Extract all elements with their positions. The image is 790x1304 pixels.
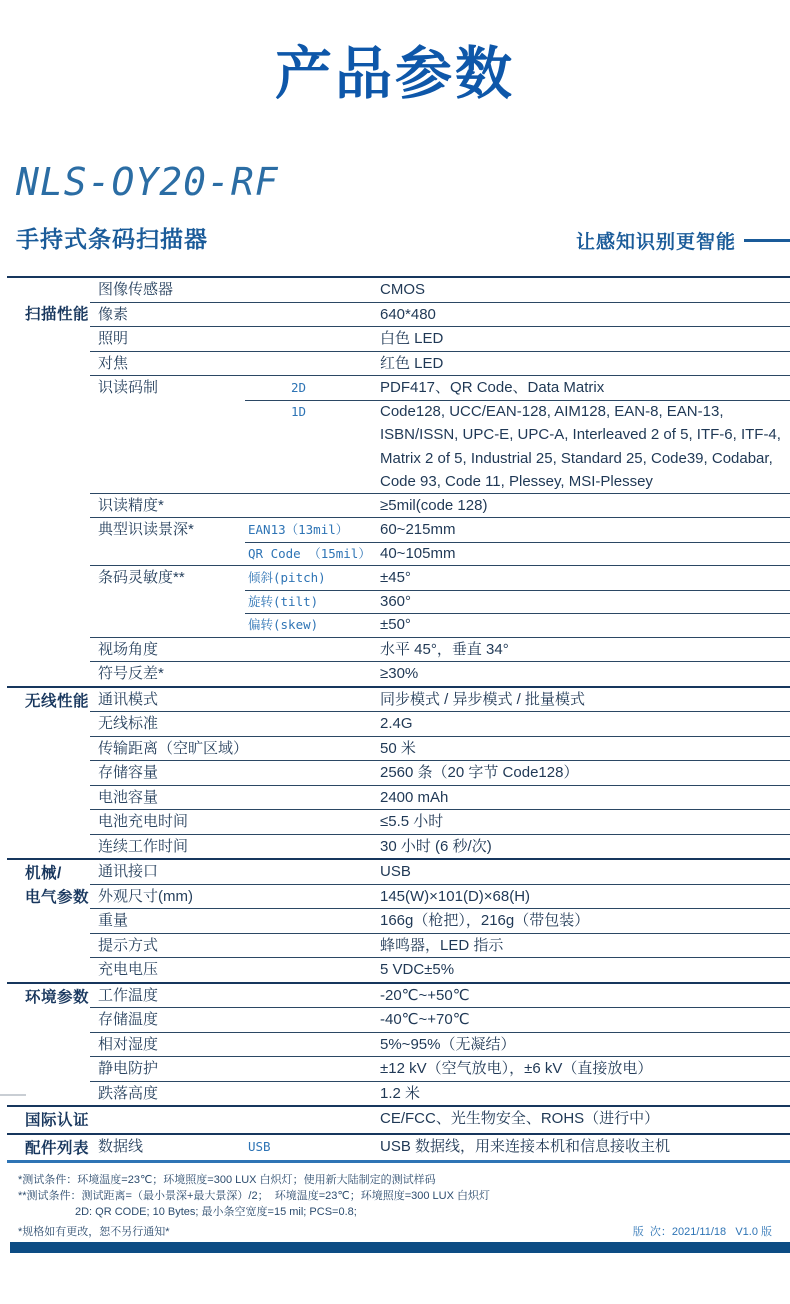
spec-row	[90, 1032, 790, 1057]
spec-subparam: EAN13（13mil）	[248, 522, 349, 538]
spec-value: Code128, UCC/EAN-128, AIM128, EAN-8, EAN-13, ISBN/ISSN, UPC-E, UPC-A, Interleaved 2 of 5, ITF-6, ITF-4, Matrix 2 of 5, Industrial 25, Standard 25, Code39, Codabar, Code 93, Code 11, Plessey, MSI-Plessey	[380, 403, 781, 490]
spec-section	[7, 1105, 790, 1133]
spec-row	[90, 760, 790, 785]
spec-row	[90, 957, 790, 982]
spec-param: 存储温度	[98, 1011, 159, 1029]
spec-value: 166g（枪把），216g（带包装）	[380, 912, 590, 930]
spec-param: 工作温度	[98, 986, 159, 1004]
spec-subparam: 1D	[291, 403, 307, 419]
spec-value: 640*480	[380, 305, 436, 323]
spec-section	[7, 982, 790, 1106]
spec-subparam	[245, 712, 380, 736]
spec-value: 1.2 米	[380, 1084, 421, 1102]
spec-subparam	[245, 662, 380, 686]
spec-subparam	[245, 327, 380, 351]
page-title: 产品参数	[275, 42, 515, 106]
spec-value: ±45°	[380, 569, 411, 587]
page-edge-artifact	[0, 1094, 26, 1096]
spec-param: 连续工作时间	[98, 837, 189, 855]
spec-subparam	[245, 909, 380, 933]
spec-value: CMOS	[380, 281, 425, 299]
spec-section	[7, 1133, 790, 1161]
spec-row	[90, 590, 790, 614]
category-line: 电气参数	[25, 888, 90, 906]
category-label	[7, 278, 90, 686]
spec-value: 同步模式 / 异步模式 / 批量模式	[380, 690, 586, 708]
version-info: 版 次：2021/11/18 V1.0 版	[632, 1226, 772, 1239]
spec-param	[90, 542, 245, 566]
category-line: 无线性能	[25, 692, 90, 710]
spec-value: 30 小时 (6 秒/次)	[380, 837, 492, 855]
spec-subparam	[245, 958, 380, 982]
spec-subparam	[245, 494, 380, 518]
spec-subparam: 倾斜(pitch)	[248, 570, 326, 586]
spec-value: 白色 LED	[380, 330, 444, 348]
spec-subparam	[245, 1057, 380, 1081]
category-label	[7, 1107, 90, 1133]
spec-value: USB	[380, 863, 411, 881]
spec-param: 对焦	[98, 354, 129, 372]
spec-param: 外观尺寸(mm)	[98, 887, 193, 905]
spec-param: 电池充电时间	[98, 813, 189, 831]
spec-value: 5%~95%（无凝结）	[380, 1035, 516, 1053]
spec-row	[90, 809, 790, 834]
category-line: 环境参数	[25, 988, 90, 1006]
spec-subparam	[245, 1107, 380, 1131]
spec-row	[90, 688, 790, 712]
section-rows	[90, 860, 790, 982]
spec-value: 5 VDC±5%	[380, 961, 455, 979]
spec-subparam	[245, 810, 380, 834]
spec-subparam: QR Code （15mil）	[248, 545, 371, 561]
category-line: 国际认证	[25, 1112, 90, 1130]
spec-row	[90, 517, 790, 542]
category-line: 扫描性能	[25, 306, 90, 324]
section-rows	[90, 1135, 790, 1161]
spec-param	[90, 590, 245, 614]
spec-value: 60~215mm	[380, 521, 456, 539]
footnote-line: **测试条件：测试距离=（最小景深+最大景深）/2； 环境温度=23℃；环境照度=300 LUX 白炽灯	[18, 1190, 490, 1203]
section-rows	[90, 984, 790, 1106]
spec-param	[90, 613, 245, 637]
spec-row	[90, 400, 790, 493]
spec-row	[90, 711, 790, 736]
spec-value: 2560 条（20 字节 Code128）	[380, 764, 579, 782]
spec-row	[90, 302, 790, 327]
spec-param: 电池容量	[98, 788, 159, 806]
spec-subparam	[245, 761, 380, 785]
spec-param: 通讯模式	[98, 690, 159, 708]
spec-section	[7, 686, 790, 859]
spec-subparam	[245, 638, 380, 662]
spec-row	[90, 542, 790, 566]
spec-subparam	[245, 934, 380, 958]
spec-param: 跌落高度	[98, 1084, 159, 1102]
category-line: 机械/	[25, 865, 62, 883]
spec-param: 照明	[98, 330, 129, 348]
spec-param: 提示方式	[98, 936, 159, 954]
spec-table	[7, 276, 790, 1163]
spec-row	[90, 1007, 790, 1032]
spec-param: 数据线	[98, 1137, 144, 1155]
spec-value: 50 米	[380, 739, 416, 757]
tagline-dash-line	[744, 239, 790, 242]
spec-param: 符号反差*	[98, 665, 164, 683]
spec-subparam	[245, 303, 380, 327]
spec-value: 2400 mAh	[380, 788, 449, 806]
spec-subparam	[245, 835, 380, 859]
spec-value: 40~105mm	[380, 544, 456, 562]
change-notice: *规格如有更改，恕不另行通知*	[18, 1226, 170, 1239]
spec-row	[90, 326, 790, 351]
category-line: 配件列表	[25, 1139, 90, 1157]
section-rows	[90, 278, 790, 686]
spec-param	[90, 1107, 245, 1131]
spec-row	[90, 933, 790, 958]
spec-subparam	[245, 352, 380, 376]
spec-subparam	[245, 860, 380, 884]
spec-row	[90, 1107, 790, 1131]
spec-param: 识读精度*	[98, 496, 164, 514]
spec-subparam	[245, 1008, 380, 1032]
spec-row	[90, 278, 790, 302]
footnotes	[18, 1172, 790, 1220]
footer-bar	[10, 1242, 790, 1253]
spec-value: USB 数据线，用来连接本机和信息接收主机	[380, 1137, 671, 1155]
spec-subparam	[245, 688, 380, 712]
spec-param: 图像传感器	[98, 281, 174, 299]
spec-value: 蜂鸣器，LED 指示	[380, 936, 504, 954]
spec-subparam: USB	[248, 1138, 271, 1154]
spec-value: PDF417、QR Code、Data Matrix	[380, 379, 605, 397]
spec-param: 典型识读景深*	[98, 521, 194, 539]
spec-row	[90, 613, 790, 637]
product-model: NLS-OY20-RF	[16, 159, 279, 204]
spec-param: 重量	[98, 912, 129, 930]
section-rows	[90, 1107, 790, 1133]
spec-row	[90, 1056, 790, 1081]
spec-subparam: 偏转(skew)	[248, 617, 319, 633]
spec-param: 视场角度	[98, 640, 159, 658]
subtitle-row	[16, 221, 790, 254]
spec-row	[90, 351, 790, 376]
spec-value: ±12 kV（空气放电），±6 kV（直接放电）	[380, 1060, 653, 1078]
spec-value: -20℃~+50℃	[380, 986, 470, 1004]
spec-value: ≥30%	[380, 665, 419, 683]
spec-section	[7, 276, 790, 686]
spec-param: 传输距离（空旷区域）	[98, 739, 249, 757]
spec-param: 充电电压	[98, 961, 159, 979]
spec-row	[90, 908, 790, 933]
spec-subparam	[245, 1082, 380, 1106]
spec-value: 2.4G	[380, 715, 413, 733]
footnote-line: 2D: QR CODE; 10 Bytes; 最小条空宽度=15 mil; PCS=0.8;	[75, 1206, 357, 1219]
spec-param: 相对湿度	[98, 1035, 159, 1053]
spec-value: CE/FCC、光生物安全、ROHS（进行中）	[380, 1110, 660, 1128]
spec-row	[90, 785, 790, 810]
spec-subparam	[245, 984, 380, 1008]
spec-param: 条码灵敏度**	[98, 569, 185, 587]
spec-value: 360°	[380, 592, 412, 610]
spec-row	[90, 1081, 790, 1106]
spec-subparam: 旋转(tilt)	[248, 593, 319, 609]
spec-param: 静电防护	[98, 1060, 159, 1078]
spec-param	[90, 400, 245, 493]
spec-subparam: 2D	[291, 380, 307, 396]
spec-subparam	[245, 1033, 380, 1057]
spec-value: 145(W)×101(D)×68(H)	[380, 887, 531, 905]
category-label	[7, 860, 90, 982]
spec-param: 存储容量	[98, 764, 159, 782]
spec-row	[90, 1135, 790, 1159]
category-label	[7, 984, 90, 1106]
spec-value: 水平 45°，垂直 34°	[380, 640, 509, 658]
brand-tagline: 让感知识别更智能	[575, 232, 736, 254]
footer-notice-row	[18, 1223, 772, 1239]
spec-row	[90, 493, 790, 518]
spec-row	[90, 884, 790, 909]
spec-row	[90, 565, 790, 590]
spec-value: -40℃~+70℃	[380, 1011, 470, 1029]
spec-param: 无线标准	[98, 715, 159, 733]
spec-row	[90, 860, 790, 884]
footnote-line: *测试条件：环境温度=23℃；环境照度=300 LUX 白炽灯；使用新大陆制定的测试样码	[18, 1174, 436, 1187]
spec-value: ±50°	[380, 616, 411, 634]
spec-row	[90, 637, 790, 662]
spec-subparam	[245, 786, 380, 810]
spec-param: 识读码制	[98, 379, 159, 397]
category-label	[7, 1135, 90, 1161]
spec-value: ≥5mil(code 128)	[380, 496, 488, 514]
spec-value: ≤5.5 小时	[380, 813, 444, 831]
spec-param: 通讯接口	[98, 863, 159, 881]
spec-subparam	[245, 885, 380, 909]
spec-param: 像素	[98, 305, 129, 323]
spec-row	[90, 375, 790, 400]
spec-row	[90, 834, 790, 859]
product-type: 手持式条码扫描器	[16, 226, 208, 253]
spec-subparam	[245, 737, 380, 761]
section-rows	[90, 688, 790, 859]
spec-subparam	[245, 278, 380, 302]
spec-row	[90, 736, 790, 761]
spec-row	[90, 661, 790, 686]
spec-value: 红色 LED	[380, 354, 444, 372]
spec-section	[7, 858, 790, 982]
category-label	[7, 688, 90, 859]
spec-row	[90, 984, 790, 1008]
tagline-wrap	[576, 227, 790, 254]
